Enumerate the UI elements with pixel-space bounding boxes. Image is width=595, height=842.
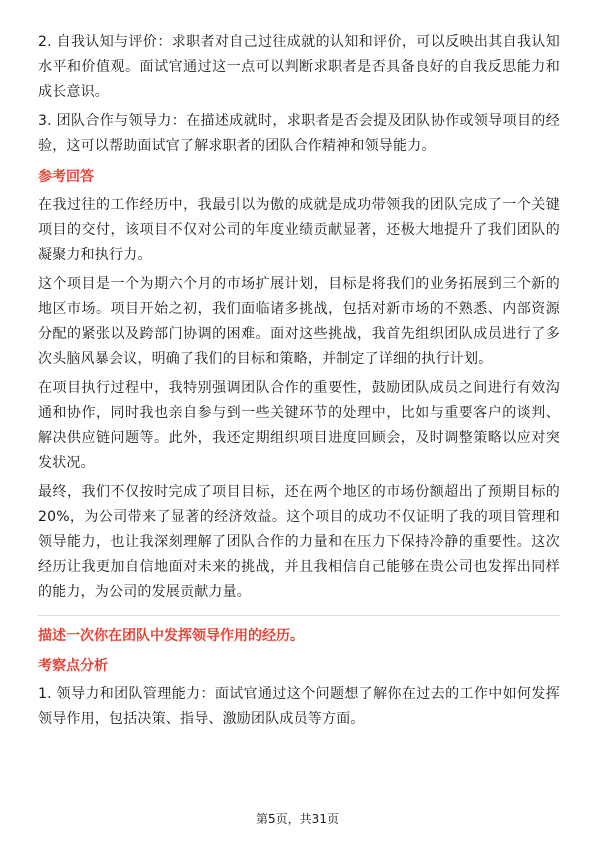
reference-paragraph: 在项目执行过程中，我特别强调团队合作的重要性，鼓励团队成员之间进行有效沟通和协作，同时我也亲自参与到一些关键环节的处理中，比如与重要客户的谈判、解决供应链问题等。此外，我还定期组织项目进度回顾会，及时调整策略以应对突发状况。 [38,380,560,471]
analysis-heading: 考察点分析 [38,658,108,674]
question-title: 描述一次你在团队中发挥领导作用的经历。 [38,628,304,644]
analysis-point-2: 2. 自我认知与评价：求职者对自己过往成就的认知和评价，可以反映出其自我认知水平和价值观。面试官通过这一点可以判断求职者是否具备良好的自我反思能力和成长意识。 [38,34,560,100]
page-content [38,30,560,736]
page-number: 第5页，共31页 [256,812,339,826]
reference-paragraph: 最终，我们不仅按时完成了项目目标，还在两个地区的市场份额超出了预期目标的20%，为公司带来了显著的经济效益。这个项目的成功不仅证明了我的项目管理和领导能力，也让我深刻理解了团队合作的力量和在压力下保持冷静的重要性。这次经历让我更加自信地面对未来的挑战，并且我相信自己能够在贵公司也发挥出同样的能力，为公司的发展贡献力量。 [38,484,560,600]
analysis-point-3: 3. 团队合作与领导力：在描述成就时，求职者是否会提及团队协作或领导项目的经验，这可以帮助面试官了解求职者的团队合作精神和领导能力。 [38,113,560,154]
reference-paragraph: 在我过往的工作经历中，我最引以为傲的成就是成功带领我的团队完成了一个关键项目的交付，该项目不仅对公司的年度业绩贡献显著，还极大地提升了我们团队的凝聚力和执行力。 [38,197,560,263]
reference-paragraph: 这个项目是一个为期六个月的市场扩展计划，目标是将我们的业务拓展到三个新的地区市场。项目开始之初，我们面临诸多挑战，包括对新市场的不熟悉、内部资源分配的紧张以及跨部门协调的困难。面对这些挑战，我首先组织团队成员进行了多次头脑风暴会议，明确了我们的目标和策略，并制定了详细的执行计划。 [38,276,560,367]
reference-answer-heading: 参考回答 [38,169,94,185]
section-divider [38,615,560,616]
analysis-point-1: 1. 领导力和团队管理能力：面试官通过这个问题想了解你在过去的工作中如何发挥领导作用，包括决策、指导、激励团队成员等方面。 [38,686,560,727]
